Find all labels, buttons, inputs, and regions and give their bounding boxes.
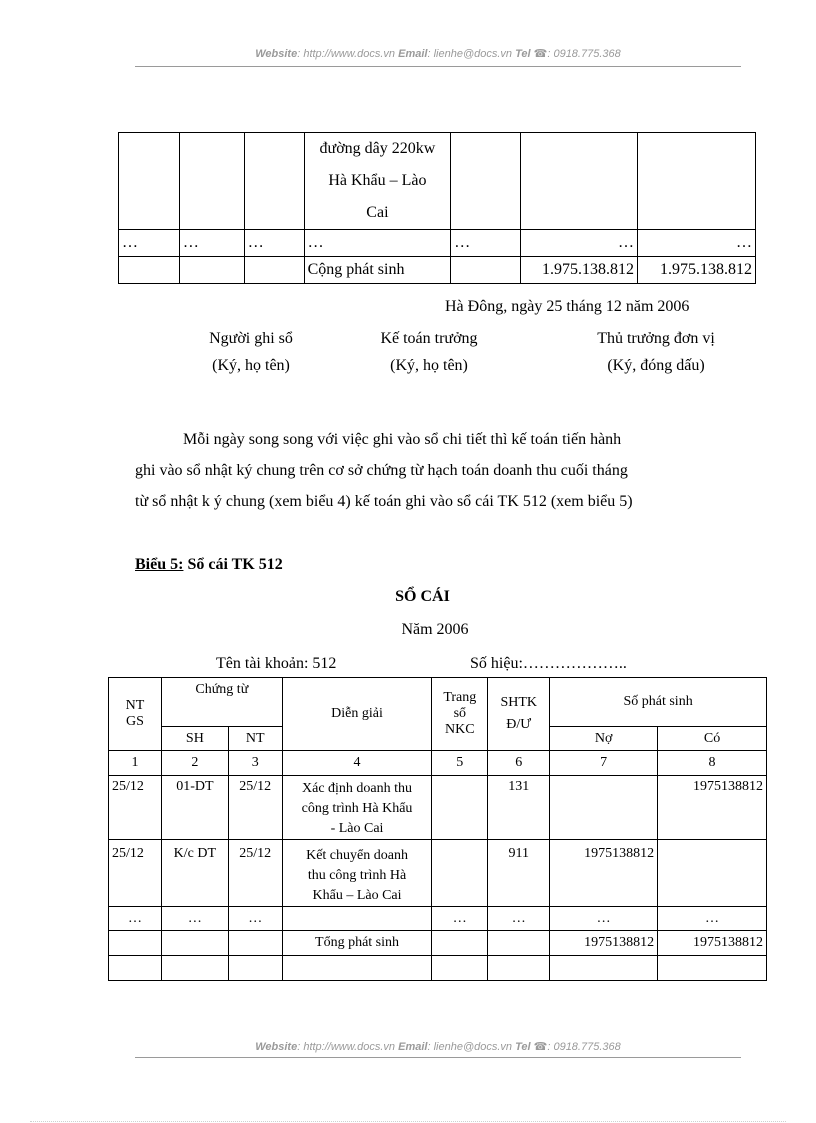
col-co: Có [658, 727, 767, 751]
total-credit: 1.975.138.812 [638, 257, 756, 284]
page-header [135, 47, 741, 67]
ledger-title: SỔ CÁI [395, 588, 450, 605]
footer-email-label: Email [398, 1041, 428, 1053]
ledger-year: Năm 2006 [401, 621, 469, 638]
col-nt-gs: NT GS [109, 678, 162, 751]
table-row: 25/12 K/c DT 25/12 Kết chuyển doanh thu công trình Hà Khẩu – Lào Cai 911 1975138812 [109, 840, 767, 907]
description-cell: đường dây 220kw Hà Khẩu – Lào Cai [304, 133, 451, 230]
phone-icon: ☎ [533, 1041, 548, 1053]
phone-icon: ☎ [533, 48, 548, 60]
page-footer [135, 1040, 741, 1058]
footer-email[interactable]: : lienhe@docs.vn [427, 1041, 513, 1053]
header-tel-label: Tel [515, 48, 531, 60]
table-header-row [109, 678, 767, 727]
ledger-total-label: Tổng phát sinh [282, 931, 432, 956]
col-so-phat-sinh: Số phát sinh [550, 678, 767, 727]
col-trang-so: Trang sổ NKC [432, 678, 488, 751]
header-email-label: Email [398, 48, 428, 60]
page-edge-divider [30, 1121, 786, 1122]
account-number: Số hiệu:……………….. [470, 655, 627, 672]
ledger-total-credit: 1975138812 [658, 931, 767, 956]
footer-website-label: Website [255, 1041, 298, 1053]
header-website-url[interactable]: : http://www.docs.vn [297, 48, 396, 60]
col-nt: NT [228, 727, 282, 751]
total-debit: 1.975.138.812 [521, 257, 638, 284]
place-date: Hà Đông, ngày 25 tháng 12 năm 2006 [445, 298, 690, 315]
column-number-row: 1 2 3 4 5 6 7 8 [109, 751, 767, 776]
header-tel: : 0918.775.368 [547, 48, 621, 60]
col-shtk: SHTK Đ/Ư [488, 678, 550, 751]
ledger-total-debit: 1975138812 [550, 931, 658, 956]
total-label: Cộng phát sinh [304, 257, 451, 284]
table-row-total [119, 257, 756, 284]
col-dien-giai: Diễn giải [282, 678, 432, 751]
col-sh: SH [161, 727, 228, 751]
table-row: … … … … … … … [119, 230, 756, 257]
ledger-continuation-table [118, 132, 756, 284]
table-row: 25/12 01-DT 25/12 Xác định doanh thu công trình Hà Khẩu - Lào Cai 131 1975138812 [109, 776, 767, 840]
header-website-label: Website [255, 48, 298, 60]
section-heading: Biểu 5: Sổ cái TK 512 [135, 556, 283, 573]
signature-director: Thủ trưởng đơn vị (Ký, đóng dấu) [597, 330, 715, 374]
table-row-empty [109, 956, 767, 981]
footer-website-url[interactable]: : http://www.docs.vn [297, 1041, 396, 1053]
col-chung-tu: Chứng từ [161, 678, 282, 727]
account-name: Tên tài khoản: 512 [216, 655, 337, 672]
signature-recorder: Người ghi sổ (Ký, họ tên) [209, 330, 293, 374]
signature-chief-accountant: Kế toán trưởng (Ký, họ tên) [380, 330, 478, 374]
header-email[interactable]: : lienhe@docs.vn [427, 48, 513, 60]
table-row-total [109, 931, 767, 956]
col-no: Nợ [550, 727, 658, 751]
general-ledger-table [108, 677, 767, 981]
footer-tel: : 0918.775.368 [547, 1041, 621, 1053]
table-row [119, 133, 756, 230]
footer-tel-label: Tel [515, 1041, 531, 1053]
table-row: … … … … … … … [109, 907, 767, 931]
body-paragraph: Mỗi ngày song song với việc ghi vào sổ chi tiết thì kế toán tiến hành ghi vào sổ nhật ký chung trên cơ sở chứng từ hạch toán doanh thu cuối tháng từ sổ nhật k ý chung (xem biểu 4) kế toán ghi vào sổ cái TK 512 (xem biểu 5) [135, 431, 633, 510]
